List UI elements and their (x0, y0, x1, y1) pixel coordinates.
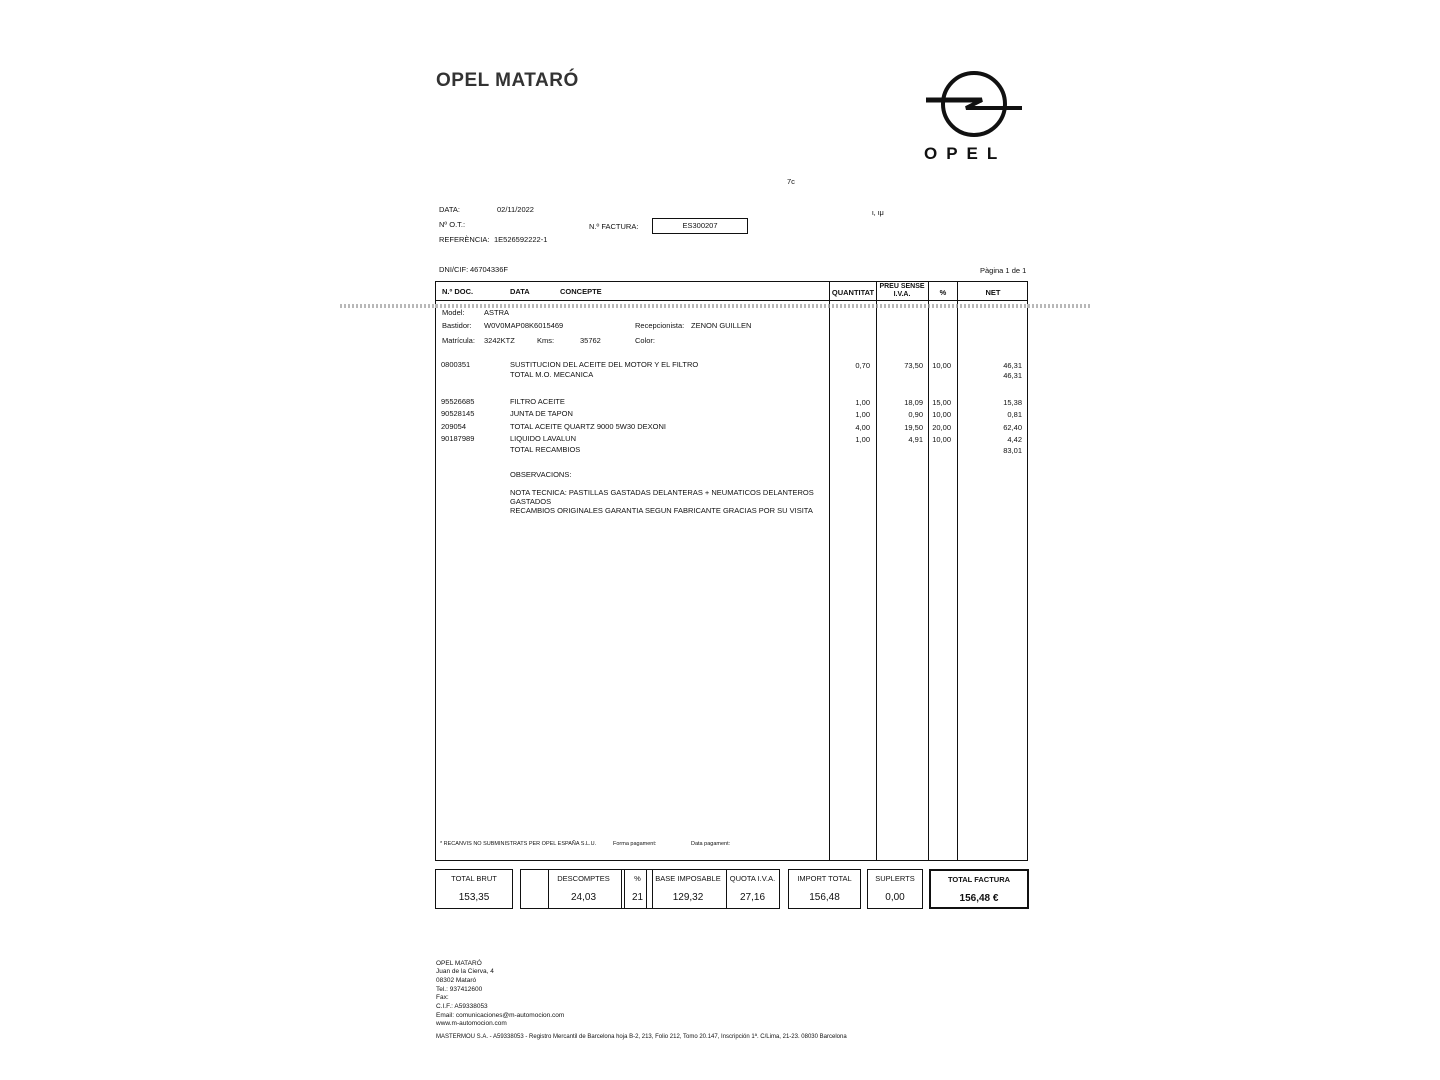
line-net: 15,38 (1003, 398, 1022, 407)
chassis-value: W0V0MAP08K6015469 (484, 321, 564, 330)
vat-amount-label: QUOTA I.V.A. (729, 874, 776, 883)
kms-label: Kms: (537, 336, 555, 345)
invoice-total-label: TOTAL FACTURA (947, 875, 1011, 884)
line-qty: 1,00 (855, 435, 870, 444)
observation-line: RECAMBIOS ORIGINALES GARANTIA SEGUN FABRICANTE GRACIAS POR SU VISITA (510, 506, 813, 515)
footer-line: Tel.: 937412600 (436, 986, 483, 993)
footer-line: C.I.F.: A59338053 (436, 1003, 488, 1010)
line-net: 46,31 (1003, 371, 1022, 380)
page-number: Pàgina 1 de 1 (980, 266, 1027, 275)
line-pct: 10,00 (932, 435, 951, 444)
observation-line: GASTADOS (510, 497, 552, 506)
model-label: Model: (442, 308, 465, 317)
company-name: OPEL MATARÓ (436, 70, 579, 91)
col-header-pct: % (939, 288, 947, 297)
line-pct: 20,00 (932, 423, 951, 432)
footer-line: OPEL MATARÓ (436, 960, 482, 967)
footer-line: 08302 Mataró (436, 977, 477, 984)
supplements-box (867, 869, 923, 909)
model-value: ASTRA (484, 308, 510, 317)
footer-line: www.m-automocion.com (436, 1020, 507, 1027)
col-header-date: DATA (510, 287, 530, 296)
chassis-label: Bastidor: (442, 321, 472, 330)
vat-pct-label: % (634, 874, 641, 883)
col-header-net: NET (985, 288, 1001, 297)
line-qty: 1,00 (855, 398, 870, 407)
line-doc: 95526685 (441, 397, 475, 406)
discounts-value: 24,03 (570, 892, 597, 903)
line-concept: TOTAL ACEITE QUARTZ 9000 5W30 DEXONI (510, 422, 667, 431)
line-pct: 10,00 (932, 361, 951, 370)
line-net: 62,40 (1003, 423, 1022, 432)
line-doc: 90528145 (441, 409, 475, 418)
line-concept: TOTAL M.O. MECANICA (510, 370, 594, 379)
line-pct: 15,00 (932, 398, 951, 407)
stray-mark: 7c (787, 177, 795, 186)
footer-line: Email: comunicaciones@m-automocion.com (436, 1012, 565, 1019)
line-concept: JUNTA DE TAPON (510, 409, 573, 418)
discounts-label: DESCOMPTES (557, 874, 610, 883)
kms-value: 35762 (580, 336, 601, 345)
line-qty: 1,00 (855, 410, 870, 419)
line-qty: 4,00 (855, 423, 870, 432)
receptionist-value: ZENON GUILLEN (691, 321, 752, 330)
observations-title: OBSERVACIONS: (510, 470, 572, 479)
footnote: * RECANVIS NO SUBMINISTRATS PER OPEL ESPAÑA S.L.U. (440, 841, 597, 847)
reference-value: 1E526592222-1 (494, 235, 548, 244)
import-total-value: 156,48 (809, 892, 840, 903)
footer-legal-line: MASTERMOU S.A. - A59338053 - Registro Mercantil de Barcelona hoja B-2, 213, Folio 212, Tomo 20.147, Inscripción 1ª. C/Lima, 21-23. 08030 Barcelona (436, 1034, 847, 1040)
line-concept: LIQUIDO LAVALUN (510, 434, 576, 443)
vat-amount-value: 27,16 (739, 892, 766, 903)
col-header-price-sub: I.V.A. (893, 291, 911, 298)
invoice-total-value: 156,48 € (959, 893, 999, 904)
col-header-price: PREU SENSE (879, 283, 925, 290)
col-header-doc: N.º DOC. (442, 287, 474, 296)
line-price: 18,09 (904, 398, 923, 407)
reference-label: REFERÈNCIA: (439, 235, 490, 244)
import-total-label: IMPORT TOTAL (797, 874, 852, 883)
line-net: 46,31 (1003, 361, 1022, 370)
total-gross-label: TOTAL BRUT (451, 874, 497, 883)
dni-value: 46704336F (470, 265, 508, 274)
tax-box (624, 869, 780, 909)
line-net: 0,81 (1007, 410, 1022, 419)
dni-label: DNI/CIF: (439, 265, 469, 274)
line-doc: 0800351 (441, 360, 471, 369)
plate-value: 3242KTZ (484, 336, 515, 345)
line-pct: 10,00 (932, 410, 951, 419)
supplements-label: SUPLERTS (875, 874, 915, 883)
payment-method-label: Forma pagament: (613, 841, 657, 847)
invoice-number-value: ES300207 (652, 218, 748, 234)
invoice-total-box (929, 869, 1029, 909)
tax-base-label: BASE IMPOSABLE (655, 874, 721, 883)
date-value: 02/11/2022 (497, 205, 534, 214)
observation-line: NOTA TECNICA: PASTILLAS GASTADAS DELANTERAS + NEUMATICOS DELANTEROS (510, 488, 814, 497)
stray-mark: ι, ιμ (872, 208, 884, 217)
col-header-quantity: QUANTITAT (831, 288, 875, 297)
line-doc: 209054 (441, 422, 467, 431)
line-price: 4,91 (908, 435, 923, 444)
col-header-concept: CONCEPTE (560, 287, 602, 296)
vat-pct-value: 21 (631, 892, 644, 903)
line-qty: 0,70 (855, 361, 870, 370)
plate-label: Matrícula: (442, 336, 475, 345)
supplements-value: 0,00 (885, 892, 905, 903)
line-net: 83,01 (1003, 446, 1022, 455)
tax-base-value: 129,32 (672, 892, 704, 903)
line-concept: TOTAL RECAMBIOS (510, 445, 581, 454)
footer-line: Fax: (436, 994, 449, 1001)
receptionist-label: Recepcionista: (635, 321, 685, 330)
total-gross-value: 153,35 (458, 892, 490, 903)
line-net: 4,42 (1007, 435, 1022, 444)
invoice-number-label: N.º FACTURA: (589, 222, 639, 231)
line-concept: SUSTITUCION DEL ACEITE DEL MOTOR Y EL FILTRO (510, 360, 699, 369)
total-gross-box (435, 869, 513, 909)
line-price: 73,50 (904, 361, 923, 370)
import-total-box (788, 869, 861, 909)
ot-label: Nº O.T.: (439, 220, 466, 229)
line-price: 19,50 (904, 423, 923, 432)
payment-date-label: Data pagament: (691, 841, 731, 847)
color-label: Color: (635, 336, 656, 345)
footer-line: Juan de la Cierva, 4 (436, 968, 494, 975)
line-price: 0,90 (908, 410, 923, 419)
line-doc: 90187989 (441, 434, 475, 443)
line-concept: FILTRO ACEITE (510, 397, 565, 406)
logo-wordmark: OPEL (924, 144, 1007, 163)
date-label: DATA: (439, 205, 460, 214)
